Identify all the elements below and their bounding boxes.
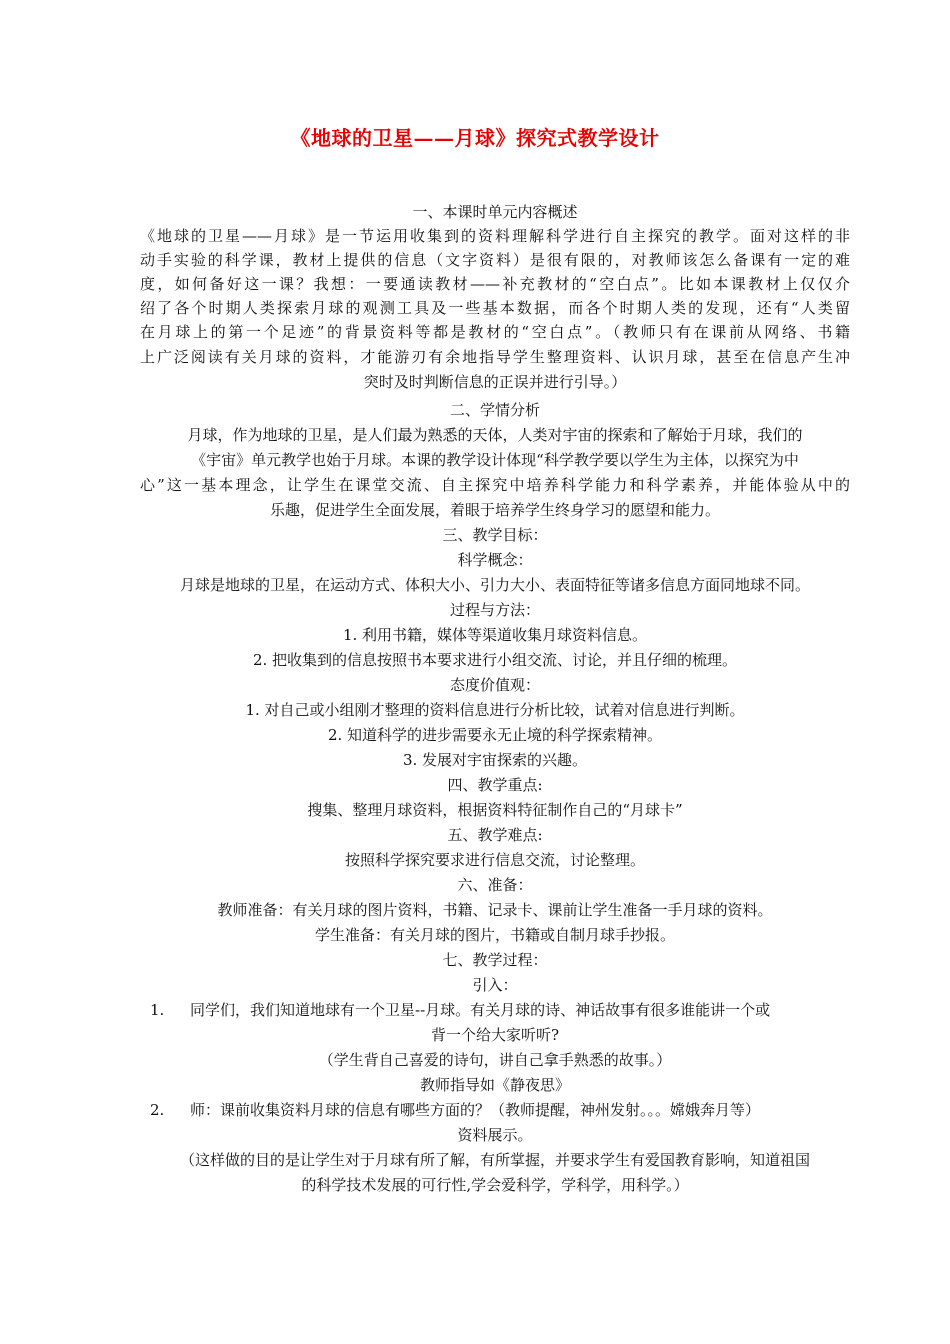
list-item: 2. 知道科学的进步需要永无止境的科学探索精神。 [327,726,663,744]
paragraph-line: 的科学技术发展的可行性,学会爱科学，学科学，用科学。） [301,1176,689,1194]
paragraph-line: 搜集、整理月球资料，根据资料特征制作自己的“月球卡” [307,801,683,819]
subheading: 过程与方法： [449,601,540,619]
paragraph-line: 资料展示。 [457,1126,533,1144]
section-heading-7: 七、教学过程： [442,951,548,969]
subheading: 态度价值观： [449,676,540,694]
section-heading-2: 二、学情分析 [449,401,540,419]
paragraph-line: 按照科学探究要求进行信息交流，讨论整理。 [344,851,645,869]
paragraph-line: 月球是地球的卫星，在运动方式、体积大小、引力大小、表面特征等诸多信息方面同地球不同。 [179,576,810,594]
section-heading-6: 六、准备： [457,876,533,894]
list-item: 2. 把收集到的信息按照书本要求进行小组交流、讨论，并且仔细的梳理。 [252,651,738,669]
paragraph-line: 学生准备：有关月球的图片，书籍或自制月球手抄报。 [314,926,675,944]
paragraph-line: （学生背自己喜爱的诗句，讲自己拿手熟悉的故事。） [318,1051,672,1069]
subheading: 引入： [472,976,518,994]
section-heading-1: 一、本课时单元内容概述 [412,203,578,221]
list-number: 1. [150,1001,165,1019]
paragraph-line: 心”这一基本理念，让学生在课堂交流、自主探究中培养科学能力和科学素养，并能体验从中的 [140,476,850,494]
list-item: 3. 发展对宇宙探索的兴趣。 [402,751,588,769]
list-item: 1. 对自己或小组刚才整理的资料信息进行分析比较，试着对信息进行判断。 [245,701,745,719]
section-heading-3: 三、教学目标： [442,526,548,544]
paragraph-line: 教师准备：有关月球的图片资料，书籍、记录卡、课前让学生准备一手月球的资料。 [217,901,773,919]
paragraph-line: 背一个给大家听听? [430,1026,560,1044]
paragraph-line: 度，如何备好这一课？我想：一要通读教材——补充教材的“空白点”。比如本课教材上仅仅介 [140,275,850,293]
paragraph-line: 突时及时判断信息的正误并进行引导。） [363,373,627,391]
paragraph-line: 在月球上的第一个足迹”的背景资料等都是教材的“空白点”。（教师只有在课前从网络、书籍 [140,323,850,341]
paragraph-line: 《地球的卫星——月球》是一节运用收集到的资料理解科学进行自主探究的教学。面对这样的非 [140,227,850,245]
paragraph-line: 教师指导如《静夜思》 [419,1076,570,1094]
paragraph-line: 乐趣，促进学生全面发展，着眼于培养学生终身学习的愿望和能力。 [269,501,720,519]
section-heading-4: 四、教学重点: [447,776,543,794]
document-title: 《地球的卫星——月球》探究式教学设计 [290,126,660,150]
list-item: 1. 利用书籍，媒体等渠道收集月球资料信息。 [342,626,648,644]
subheading: 科学概念： [457,551,533,569]
list-number: 2. [150,1101,165,1119]
paragraph-line: （这样做的目的是让学生对于月球有所了解，有所掌握，并要求学生有爱国教育影响，知道祖国 [179,1151,810,1169]
paragraph-line: 上广泛阅读有关月球的资料，才能游刃有余地指导学生整理资料、认识月球，甚至在信息产生冲 [140,348,850,366]
paragraph-line: 同学们，我们知道地球有一个卫星--月球。有关月球的诗、神话故事有很多谁能讲一个或 [190,1001,771,1019]
paragraph-line: 师：课前收集资料月球的信息有哪些方面的？（教师提醒，神州发射。。。嫦娥奔月等） [190,1101,761,1119]
section-heading-5: 五、教学难点: [447,826,543,844]
paragraph-line: 动手实验的科学课，教材上提供的信息（文字资料）是很有限的，对教师该怎么备课有一定的难 [140,251,850,269]
paragraph-line: 《宇宙》单元教学也始于月球。本课的教学设计体现“科学教学要以学生为主体，以探究为中 [191,451,799,469]
paragraph-line: 月球，作为地球的卫星，是人们最为熟悉的天体，人类对宇宙的探索和了解始于月球，我们的 [187,426,803,444]
paragraph-line: 绍了各个时期人类探索月球的观测工具及一些基本数据，而各个时期人类的发现，还有“人类留 [140,299,850,317]
